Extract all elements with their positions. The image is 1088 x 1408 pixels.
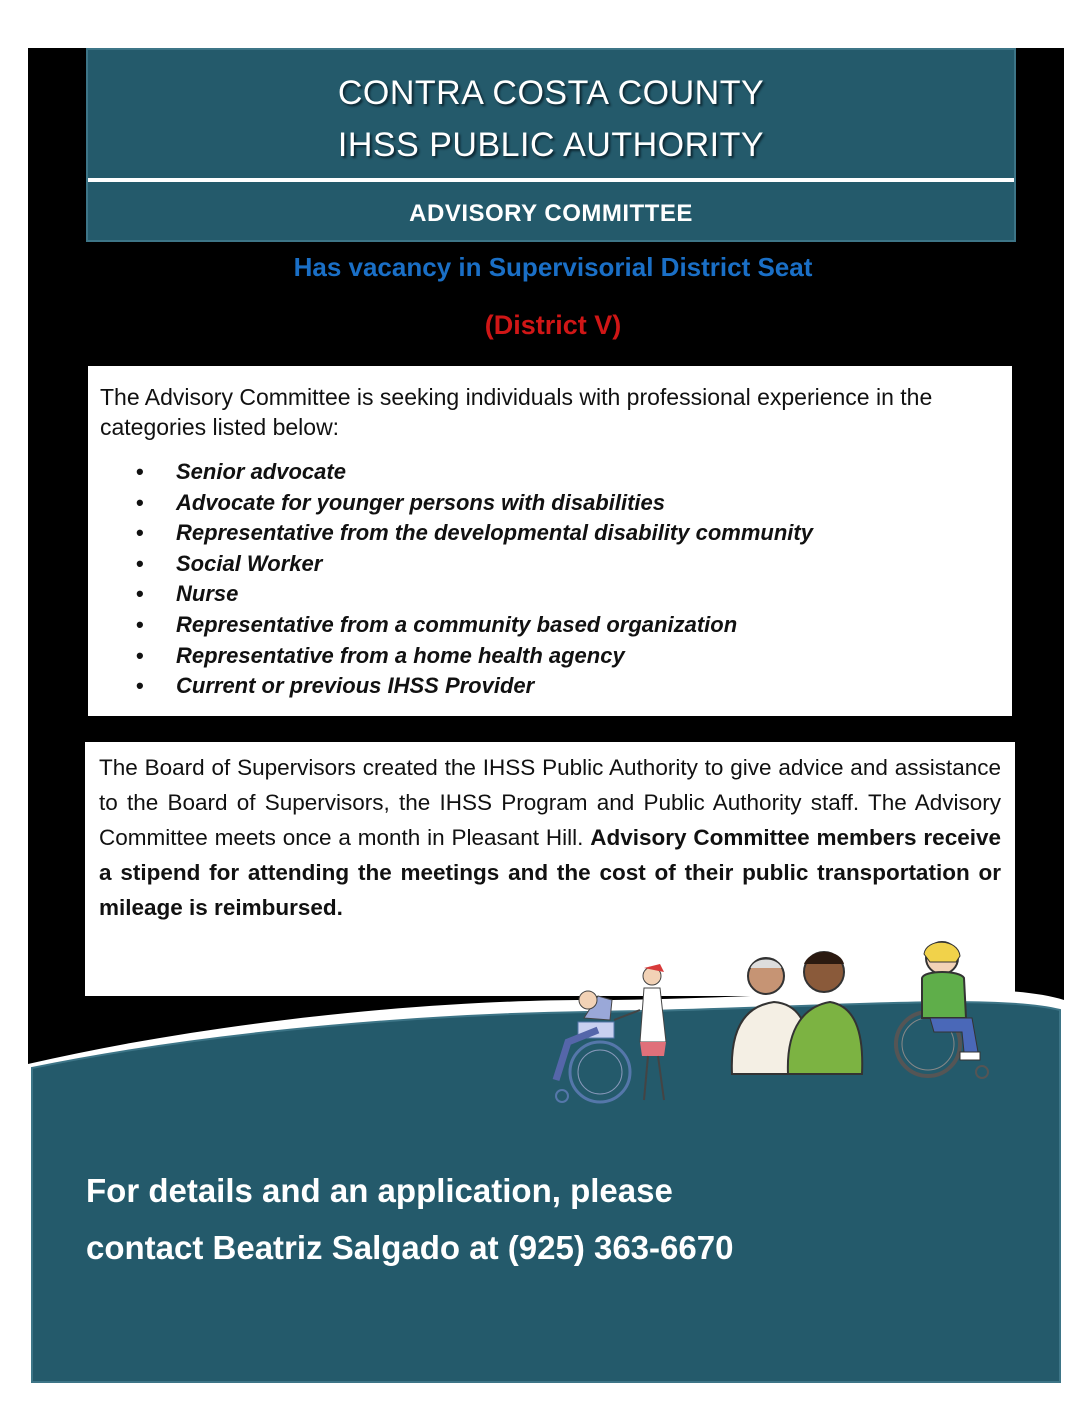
list-item: • Representative from a community based organization [136, 611, 738, 637]
list-item: • Nurse [136, 581, 239, 607]
title-county: CONTRA COSTA COUNTY [337, 74, 765, 112]
caregiver-wheelchair-icon [548, 960, 708, 1110]
list-item: • Representative from the developmental disability community [136, 520, 813, 546]
category-list [100, 457, 1000, 702]
list-item: • Social Worker [136, 550, 323, 576]
categories-panel [88, 366, 1012, 716]
list-item: • Senior advocate [136, 459, 346, 484]
list-item: • Advocate for younger persons with disabilities [136, 489, 665, 515]
district-label: (District V) [484, 310, 622, 340]
header-banner [86, 48, 1016, 242]
list-item: • Current or previous IHSS Provider [136, 673, 535, 699]
wheelchair-user-icon [894, 934, 998, 1084]
contact-line1: For details and an application, please [86, 1172, 673, 1209]
vacancy-headline: Has vacancy in Supervisorial District Seat [293, 252, 813, 282]
title-authority: IHSS PUBLIC AUTHORITY [337, 126, 765, 164]
list-item: • Representative from a home health agency [136, 642, 625, 668]
elder-companion-icon [726, 946, 868, 1076]
subtitle-committee: ADVISORY COMMITTEE [409, 200, 693, 227]
contact-line2: contact Beatriz Salgado at (925) 363-6670 [86, 1229, 734, 1266]
categories-intro: The Advisory Committee is seeking individuals with professional experience in the categories listed below: [100, 384, 933, 440]
header-divider [88, 178, 1014, 182]
stipend-note: Advisory Committee members receive a stipend for attending the meetings and the cost of their public transportation or mileage is reimbursed. [99, 825, 1001, 920]
about-text: The Board of Supervisors created the IHSS Public Authority to give advice and assistance to the Board of Supervisors, the IHSS Program and Public Authority staff. The Advisory Committee meets once a month in Pleasant Hill. Advisory Committee members receive a stipend for attending the meetings and the cost of their public transportation or mileage is reimbursed. [99, 755, 1001, 920]
contact-info [86, 1162, 986, 1276]
flyer [28, 48, 1064, 1388]
